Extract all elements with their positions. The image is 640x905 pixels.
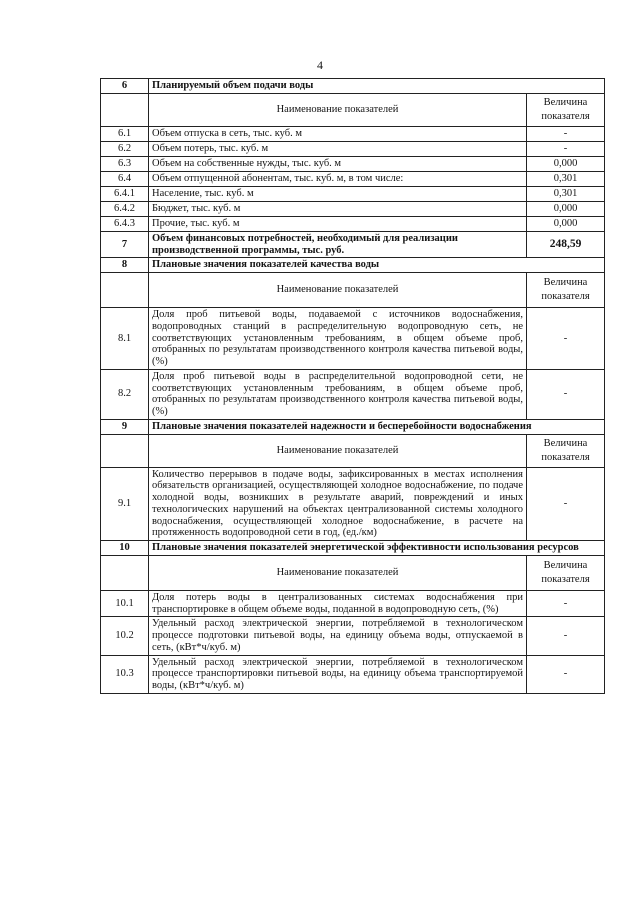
section-title: Плановые значения показателей надежности и бесперебойности водоснабжения — [149, 419, 605, 434]
section-title: Объем финансовых потребностей, необходимый для реализации производственной программы, тыс. руб. — [149, 231, 527, 258]
row-value: - — [527, 617, 605, 655]
header-empty-cell — [101, 434, 149, 467]
row-name: Объем на собственные нужды, тыс. куб. м — [149, 156, 527, 171]
header-empty-cell — [101, 273, 149, 308]
row-value: - — [527, 655, 605, 693]
header-row — [101, 434, 605, 467]
header-empty-cell — [101, 555, 149, 590]
header-name-cell: Наименование показателей — [149, 273, 527, 308]
section-number: 8 — [101, 258, 149, 273]
row-value: - — [527, 141, 605, 156]
row-name: Бюджет, тыс. куб. м — [149, 201, 527, 216]
section-title: Плановые значения показателей качества воды — [149, 258, 605, 273]
row-number: 6.3 — [101, 156, 149, 171]
row-name: Объем отпущенной абонентам, тыс. куб. м, в том числе: — [149, 171, 527, 186]
row-number: 8.2 — [101, 369, 149, 419]
row-number: 6.4 — [101, 171, 149, 186]
row-value: 0,000 — [527, 216, 605, 231]
header-value-cell: Величина показателя — [527, 93, 605, 126]
row-name: Количество перерывов в подаче воды, зафиксированных в местах исполнения обязательств организацией, осуществляющей холодное водоснабжение, по подаче холодной воды, возникших в результате аварий, повреждений и иных технологических нарушений на объектах централизованной системы холодного водоснабжения, осуществляющей холодное водоснабжение, в расчете на протяженность водопроводной сети в год, (ед./км) — [149, 467, 527, 541]
header-value-cell: Величина показателя — [527, 273, 605, 308]
row-number: 9.1 — [101, 467, 149, 541]
header-name-cell: Наименование показателей — [149, 434, 527, 467]
header-value-cell: Величина показателя — [527, 434, 605, 467]
table-row — [101, 126, 605, 141]
row-value: - — [527, 308, 605, 370]
row-value: 0,301 — [527, 186, 605, 201]
row-value: - — [527, 369, 605, 419]
table-row — [101, 369, 605, 419]
row-number: 6.4.3 — [101, 216, 149, 231]
section-number: 7 — [101, 231, 149, 258]
total-value: 248,59 — [527, 231, 605, 258]
row-number: 8.1 — [101, 308, 149, 370]
row-name: Доля проб питьевой воды, подаваемой с источников водоснабжения, водопроводных станций в распределительную водопроводную сеть, не соответствующих установленным требованиям, в общем объеме проб, отобранных по результатам производственного контроля качества питьевой воды, (%) — [149, 308, 527, 370]
section-number: 10 — [101, 541, 149, 556]
row-name: Доля проб питьевой воды в распределительной водопроводной сети, не соответствующих установленным требованиям, в общем объеме проб, отобранных по результатам производственного контроля качества питьевой воды, (%) — [149, 369, 527, 419]
row-number: 6.4.1 — [101, 186, 149, 201]
header-empty-cell — [101, 93, 149, 126]
row-name: Прочие, тыс. куб. м — [149, 216, 527, 231]
row-name: Объем потерь, тыс. куб. м — [149, 141, 527, 156]
row-number: 10.2 — [101, 617, 149, 655]
header-row — [101, 273, 605, 308]
row-number: 10.3 — [101, 655, 149, 693]
header-row — [101, 555, 605, 590]
header-name-cell: Наименование показателей — [149, 555, 527, 590]
header-name-cell: Наименование показателей — [149, 93, 527, 126]
table-row — [101, 467, 605, 541]
row-value: - — [527, 126, 605, 141]
row-name: Объем отпуска в сеть, тыс. куб. м — [149, 126, 527, 141]
table-row — [101, 308, 605, 370]
section-number: 6 — [101, 79, 149, 94]
row-name: Удельный расход электрической энергии, потребляемой в технологическом процессе подготовки питьевой воды, на единицу объема воды, отпускаемой в сеть, (кВт*ч/куб. м) — [149, 617, 527, 655]
section-10-row — [101, 541, 605, 556]
row-number: 6.1 — [101, 126, 149, 141]
header-value-cell: Величина показателя — [527, 555, 605, 590]
section-7-row — [101, 231, 605, 258]
row-number: 6.2 — [101, 141, 149, 156]
row-value: 0,000 — [527, 201, 605, 216]
section-9-row — [101, 419, 605, 434]
section-number: 9 — [101, 419, 149, 434]
section-8-row — [101, 258, 605, 273]
table-row — [101, 617, 605, 655]
indicators-table — [100, 78, 605, 694]
row-value: - — [527, 590, 605, 617]
table-row — [101, 156, 605, 171]
row-value: 0,301 — [527, 171, 605, 186]
row-value: - — [527, 467, 605, 541]
table-row — [101, 141, 605, 156]
header-row — [101, 93, 605, 126]
table-row — [101, 171, 605, 186]
row-number: 6.4.2 — [101, 201, 149, 216]
row-value: 0,000 — [527, 156, 605, 171]
page-number: 4 — [317, 58, 323, 72]
row-number: 10.1 — [101, 590, 149, 617]
table-row — [101, 216, 605, 231]
table-row — [101, 655, 605, 693]
row-name: Удельный расход электрической энергии, потребляемой в технологическом процессе транспортировки питьевой воды, на единицу объема транспортируемой воды, (кВт*ч/куб. м) — [149, 655, 527, 693]
row-name: Население, тыс. куб. м — [149, 186, 527, 201]
table-row — [101, 186, 605, 201]
section-6-row — [101, 79, 605, 94]
section-title: Планируемый объем подачи воды — [149, 79, 605, 94]
table-row — [101, 590, 605, 617]
section-title: Плановые значения показателей энергетической эффективности использования ресурсов — [149, 541, 605, 556]
row-name: Доля потерь воды в централизованных системах водоснабжения при транспортировке в общем объеме воды, поданной в водопроводную сеть, (%) — [149, 590, 527, 617]
table-row — [101, 201, 605, 216]
